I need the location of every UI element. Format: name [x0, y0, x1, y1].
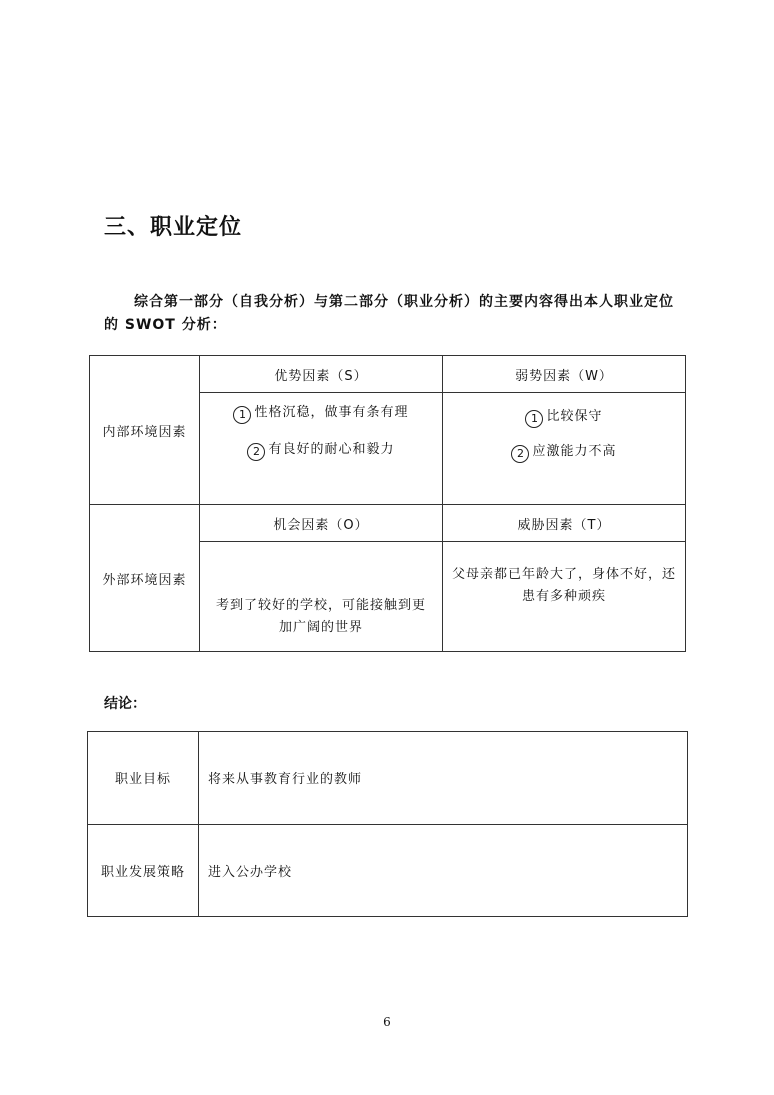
swot-table [89, 355, 686, 652]
weakness-text: 比较保守 [546, 409, 603, 424]
career-goal-value: 将来从事教育行业的教师 [199, 732, 688, 825]
circled-number: 2 [247, 443, 265, 461]
circled-number: 1 [525, 410, 543, 428]
career-strategy-value: 进入公办学校 [199, 824, 688, 917]
career-plan-table [87, 731, 688, 917]
internal-factors-label: 内部环境因素 [90, 356, 200, 505]
threats-header: 威胁因素（T） [443, 505, 686, 542]
page-number: 6 [383, 1015, 391, 1029]
strengths-header: 优势因素（S） [200, 356, 443, 393]
weaknesses-cell [443, 393, 686, 505]
career-strategy-label: 职业发展策略 [88, 824, 199, 917]
threats-cell [443, 542, 686, 652]
strength-item [200, 440, 442, 461]
strength-item [200, 403, 442, 424]
opportunities-text: 考到了较好的学校，可能接触到更加广阔的世界 [216, 598, 427, 635]
weakness-item [443, 407, 685, 428]
external-factors-label: 外部环境因素 [90, 505, 200, 652]
section-title: 三、职业定位 [104, 215, 243, 240]
opportunities-header: 机会因素（O） [200, 505, 443, 542]
circled-number: 1 [233, 406, 251, 424]
circled-number: 2 [511, 445, 529, 463]
threats-text: 父母亲都已年龄大了，身体不好，还患有多种顽疾 [451, 567, 676, 604]
intro-paragraph: 综合第一部分（自我分析）与第二部分（职业分析）的主要内容得出本人职业定位的 SWOT 分析： [104, 294, 674, 333]
opportunities-cell [200, 542, 443, 652]
weaknesses-header: 弱势因素（W） [443, 356, 686, 393]
conclusion-heading: 结论： [104, 696, 146, 712]
weakness-text: 应激能力不高 [532, 444, 617, 459]
strength-text: 有良好的耐心和毅力 [268, 442, 395, 457]
strengths-cell [200, 393, 443, 505]
career-goal-label: 职业目标 [88, 732, 199, 825]
strength-text: 性格沉稳，做事有条有理 [254, 405, 409, 420]
weakness-item [443, 442, 685, 463]
